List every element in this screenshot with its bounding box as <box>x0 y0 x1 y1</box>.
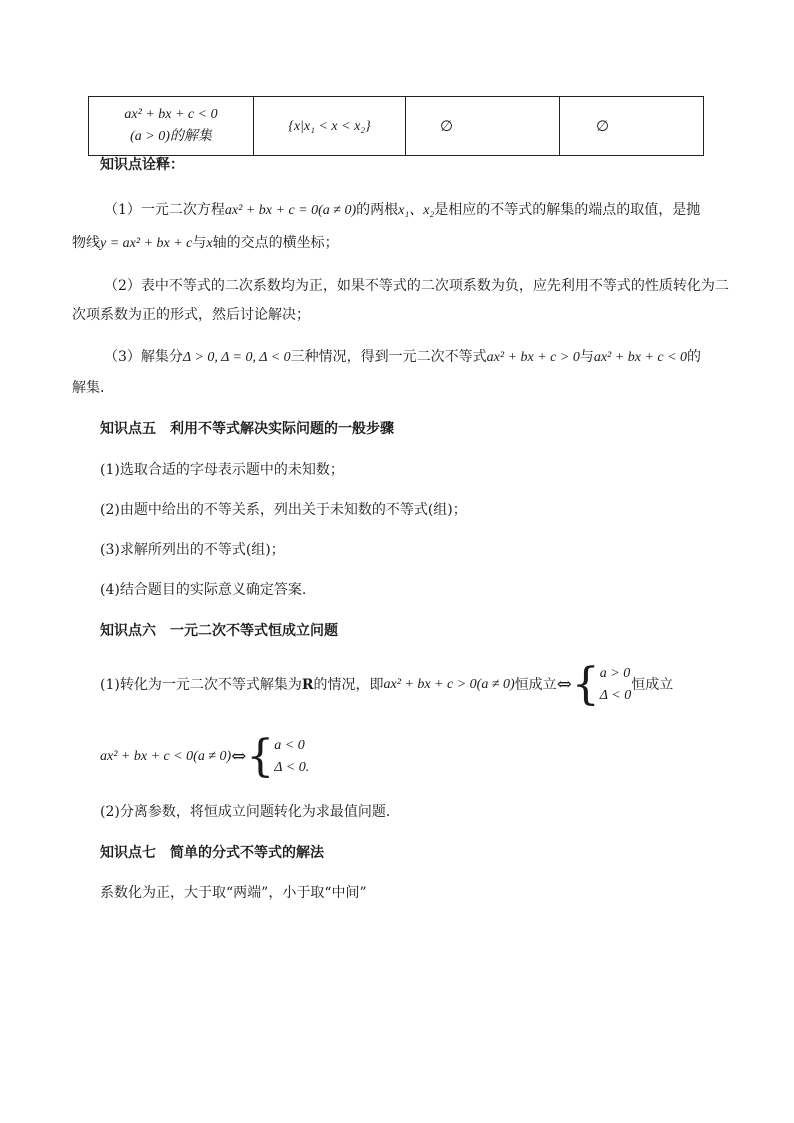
condition-system: a > 0 Δ < 0 <box>599 666 632 703</box>
note-3-line-2: 解集. <box>72 380 105 396</box>
note-1-line-2: 物线y = ax² + bx + c与x轴的交点的横坐标； <box>72 235 339 251</box>
empty-set-symbol: ∅ <box>440 117 454 135</box>
section-6-item-3: (2)分离参数，将恒成立问题转化为求最值问题. <box>100 804 391 820</box>
section-6-title: 知识点六 一元二次不等式恒成立问题 <box>100 623 338 639</box>
section-6-item-1: (1)转化为一元二次不等式解集为 R 的情况，即 ax² + bx + c > 0(a ≠ 0) 恒成立 ⇔ { a > 0 Δ < 0 恒成立 <box>100 659 674 710</box>
solution-set-value: {x|x₁ < x < x₂} <box>288 118 371 134</box>
solution-set-table <box>88 96 704 156</box>
condition-label: (a > 0)的解集 <box>130 129 212 144</box>
brace-symbol: { <box>246 731 275 782</box>
section-5-step: (1)选取合适的字母表示题中的未知数； <box>100 462 344 478</box>
section-5-step: (3)求解所列出的不等式(组)； <box>100 542 285 558</box>
note-3-line-1: （3）解集分Δ > 0, Δ = 0, Δ < 0三种情况，得到一元二次不等式ax² + bx + c > 0与ax² + bx + c < 0的 <box>104 349 702 365</box>
iff-symbol: ⇔ <box>556 674 572 695</box>
table-row <box>89 97 704 156</box>
brace-symbol: { <box>571 659 600 710</box>
table-cell-solution-set <box>254 97 406 156</box>
note-1-line-1: （1）一元二次方程ax² + bx + c = 0(a ≠ 0)的两根x₁、x₂是相应的不等式的解集的端点的取值，是抛 <box>104 202 701 218</box>
table-cell-empty-set-2 <box>560 97 704 156</box>
empty-set-symbol: ∅ <box>596 117 610 135</box>
inequality-label: ax² + bx + c < 0 <box>124 107 218 122</box>
table-cell-condition <box>89 97 254 156</box>
section-5-step: (4)结合题目的实际意义确定答案. <box>100 582 307 598</box>
section-5-title: 知识点五 利用不等式解决实际问题的一般步骤 <box>100 421 394 437</box>
section-7-title: 知识点七 简单的分式不等式的解法 <box>100 845 324 861</box>
section-7-body: 系数化为正，大于取“两端”，小于取“中间” <box>100 885 367 901</box>
section-5-step: (2)由题中给出的不等关系，列出关于未知数的不等式(组)； <box>100 502 467 518</box>
table-cell-empty-set-1 <box>406 97 560 156</box>
iff-symbol: ⇔ <box>231 746 247 767</box>
note-2-line-1: （2）表中不等式的二次系数均为正，如果不等式的二次项系数为负，应先利用不等式的性质转化为二 <box>104 278 729 294</box>
section-6-item-2: ax² + bx + c < 0(a ≠ 0) ⇔ { a < 0 Δ < 0. <box>100 731 310 782</box>
note-2-line-2: 次项系数为正的形式，然后讨论解决； <box>72 307 310 323</box>
condition-system: a < 0 Δ < 0. <box>274 738 310 775</box>
notes-heading: 知识点诠释： <box>100 157 184 173</box>
